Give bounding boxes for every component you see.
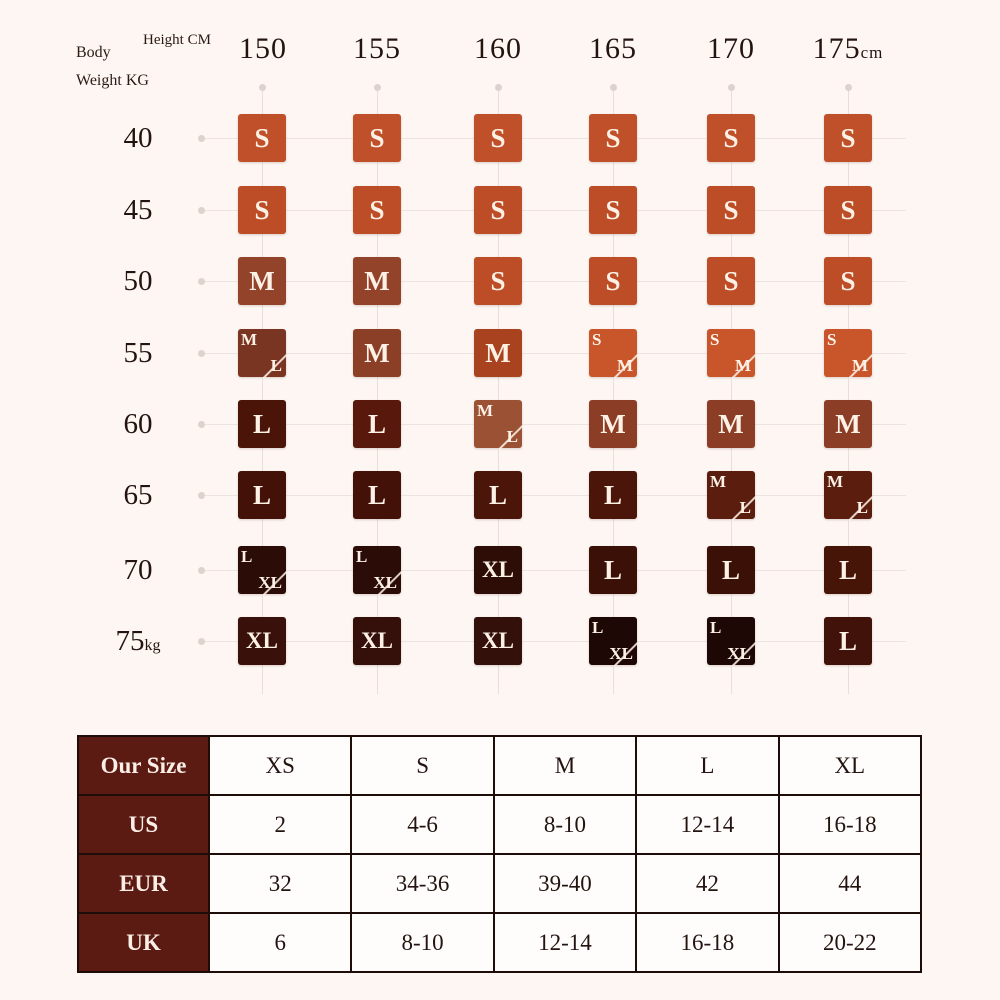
row-header-40: 40	[123, 122, 153, 154]
size-cell	[353, 186, 401, 234]
size-cell-lower-label: XL	[727, 644, 751, 663]
size-cell	[707, 257, 755, 305]
size-cell-label: S	[369, 123, 385, 153]
size-cell	[353, 400, 401, 448]
table-cell: 12-14	[494, 913, 636, 972]
size-cell-upper-label: M	[827, 472, 844, 491]
row-label-us: US	[78, 795, 209, 854]
size-cell-lower-label: M	[734, 356, 751, 375]
size-cell	[707, 329, 755, 377]
size-cell	[238, 400, 286, 448]
grid-vline	[498, 84, 499, 694]
grid-hline	[200, 495, 906, 496]
height-axis-label: Height CM	[143, 32, 211, 48]
row-header-70: 70	[123, 554, 153, 586]
column-unit: cm	[860, 43, 884, 62]
column-header-175: 175cm	[812, 32, 884, 65]
grid-vline	[848, 84, 849, 694]
size-cell-upper-label: L	[592, 618, 604, 637]
grid-vline	[613, 84, 614, 694]
size-cell-upper-label: L	[356, 547, 368, 566]
size-cell	[589, 114, 637, 162]
size-cell	[707, 186, 755, 234]
size-cell-label: L	[488, 480, 507, 510]
grid-hline	[200, 210, 906, 211]
size-cell-label: XL	[482, 557, 514, 582]
size-cell	[589, 546, 637, 594]
size-cell-upper-label: S	[592, 330, 602, 349]
grid-hline	[200, 281, 906, 282]
size-cell	[589, 329, 637, 377]
size-cell-upper-label: M	[241, 330, 258, 349]
size-cell	[824, 329, 872, 377]
table-cell: 8-10	[494, 795, 636, 854]
size-cell-lower-label: XL	[258, 573, 282, 592]
column-header-150: 150	[239, 32, 287, 65]
size-cell	[353, 617, 401, 665]
size-cell	[707, 471, 755, 519]
size-cell	[238, 186, 286, 234]
size-cell-label: L	[838, 626, 857, 656]
grid-dot	[198, 135, 205, 142]
size-cell	[238, 329, 286, 377]
grid-dot	[728, 84, 735, 91]
size-cell	[238, 617, 286, 665]
row-header-75: 75kg	[115, 625, 161, 657]
row-header-50: 50	[123, 265, 153, 297]
grid-vline	[262, 84, 263, 694]
size-cell	[353, 114, 401, 162]
size-cell	[824, 400, 872, 448]
table-row	[78, 913, 921, 972]
size-cell	[824, 546, 872, 594]
column-header-165: 165	[589, 32, 637, 65]
size-cell	[824, 114, 872, 162]
size-cell	[353, 546, 401, 594]
table-cell: 8-10	[351, 913, 493, 972]
grid-dot	[495, 84, 502, 91]
size-cell	[824, 617, 872, 665]
size-cell-label: S	[490, 195, 506, 225]
size-cell	[589, 617, 637, 665]
row-header-65: 65	[123, 479, 153, 511]
size-cell	[238, 471, 286, 519]
grid-dot	[198, 567, 205, 574]
table-cell: 44	[779, 854, 921, 913]
body-axis-label: Body	[76, 44, 111, 61]
grid-dot	[198, 638, 205, 645]
table-cell: 32	[209, 854, 351, 913]
size-header-cell: M	[494, 736, 636, 795]
size-cell-upper-label: M	[710, 472, 727, 491]
row-label-eur: EUR	[78, 854, 209, 913]
weight-axis-label: Weight KG	[76, 72, 149, 89]
size-cell-label: M	[249, 266, 275, 296]
size-cell-label: M	[364, 266, 390, 296]
table-cell: 16-18	[779, 795, 921, 854]
size-cell-lower-label: L	[739, 498, 751, 517]
table-cell: 4-6	[351, 795, 493, 854]
row-header-60: 60	[123, 408, 153, 440]
size-cell-label: S	[490, 266, 506, 296]
size-cell	[824, 471, 872, 519]
size-cell-label: L	[367, 480, 386, 510]
size-cell	[707, 400, 755, 448]
size-cell-label: XL	[246, 628, 278, 653]
size-cell-label: XL	[482, 628, 514, 653]
size-cell-upper-label: S	[710, 330, 720, 349]
size-cell	[824, 257, 872, 305]
size-cell-label: M	[364, 338, 390, 368]
row-header-45: 45	[123, 194, 153, 226]
size-cell-label: L	[838, 555, 857, 585]
grid-dot	[259, 84, 266, 91]
table-cell: 2	[209, 795, 351, 854]
grid-hline	[200, 353, 906, 354]
size-cell	[238, 546, 286, 594]
size-cell-upper-label: L	[710, 618, 722, 637]
table-cell: 16-18	[636, 913, 778, 972]
table-cell: 20-22	[779, 913, 921, 972]
table-cell: 12-14	[636, 795, 778, 854]
row-header-55: 55	[123, 337, 153, 369]
size-cell-lower-label: XL	[609, 644, 633, 663]
size-cell	[589, 257, 637, 305]
table-cell: 34-36	[351, 854, 493, 913]
size-cell-upper-label: M	[477, 401, 494, 420]
size-cell-label: L	[252, 480, 271, 510]
size-cell-label: XL	[361, 628, 393, 653]
size-cell-label: S	[840, 195, 856, 225]
grid-hline	[200, 138, 906, 139]
grid-dot	[198, 278, 205, 285]
grid-dot	[374, 84, 381, 91]
size-cell-upper-label: L	[241, 547, 253, 566]
size-cell-label: S	[723, 266, 739, 296]
size-cell-label: M	[600, 409, 626, 439]
size-cell-label: S	[605, 195, 621, 225]
size-cell-upper-label: S	[827, 330, 837, 349]
size-cell	[589, 186, 637, 234]
table-cell: 42	[636, 854, 778, 913]
grid-dot	[198, 207, 205, 214]
table-header-row	[78, 736, 921, 795]
table-cell: 39-40	[494, 854, 636, 913]
grid-vline	[731, 84, 732, 694]
size-cell	[474, 257, 522, 305]
size-cell-label: L	[603, 480, 622, 510]
table-cell: 6	[209, 913, 351, 972]
size-cell-label: S	[254, 195, 270, 225]
size-cell	[474, 471, 522, 519]
grid-dot	[610, 84, 617, 91]
size-cell-label: S	[369, 195, 385, 225]
size-cell-label: L	[721, 555, 740, 585]
size-cell-label: M	[835, 409, 861, 439]
size-cell	[474, 186, 522, 234]
grid-hline	[200, 570, 906, 571]
column-header-170: 170	[707, 32, 755, 65]
size-cell	[238, 257, 286, 305]
grid-dot	[845, 84, 852, 91]
size-cell	[707, 546, 755, 594]
row-label-uk: UK	[78, 913, 209, 972]
size-cell-label: S	[605, 123, 621, 153]
our-size-header: Our Size	[78, 736, 209, 795]
size-header-cell: XL	[779, 736, 921, 795]
size-cell-label: S	[723, 123, 739, 153]
grid-dot	[198, 492, 205, 499]
size-header-cell: XS	[209, 736, 351, 795]
size-cell	[474, 546, 522, 594]
size-cell-lower-label: XL	[373, 573, 397, 592]
size-cell	[707, 114, 755, 162]
size-cell-label: S	[723, 195, 739, 225]
size-cell-lower-label: L	[856, 498, 868, 517]
size-cell	[474, 329, 522, 377]
size-cell	[353, 257, 401, 305]
table-row	[78, 795, 921, 854]
grid-hline	[200, 641, 906, 642]
size-cell	[589, 471, 637, 519]
grid-vline	[377, 84, 378, 694]
table-row	[78, 854, 921, 913]
column-header-160: 160	[474, 32, 522, 65]
size-cell-lower-label: L	[270, 356, 282, 375]
size-cell	[824, 186, 872, 234]
size-cell-label: S	[254, 123, 270, 153]
size-cell	[474, 400, 522, 448]
size-cell-lower-label: M	[616, 356, 633, 375]
size-cell-label: S	[840, 123, 856, 153]
size-cell-label: L	[367, 409, 386, 439]
size-cell	[353, 329, 401, 377]
size-cell-label: M	[485, 338, 511, 368]
size-cell	[474, 617, 522, 665]
size-cell	[707, 617, 755, 665]
size-cell-label: S	[840, 266, 856, 296]
size-cell-label: S	[490, 123, 506, 153]
size-cell	[353, 471, 401, 519]
size-header-cell: L	[636, 736, 778, 795]
size-cell	[474, 114, 522, 162]
size-conversion-table	[77, 735, 922, 973]
row-unit: kg	[144, 637, 161, 654]
size-cell-label: L	[603, 555, 622, 585]
size-cell-lower-label: L	[506, 427, 518, 446]
size-cell	[589, 400, 637, 448]
grid-hline	[200, 424, 906, 425]
grid-dot	[198, 421, 205, 428]
size-cell	[238, 114, 286, 162]
grid-dot	[198, 350, 205, 357]
size-cell-label: M	[718, 409, 744, 439]
size-cell-lower-label: M	[851, 356, 868, 375]
size-cell-label: L	[252, 409, 271, 439]
size-cell-label: S	[605, 266, 621, 296]
size-header-cell: S	[351, 736, 493, 795]
column-header-155: 155	[353, 32, 401, 65]
